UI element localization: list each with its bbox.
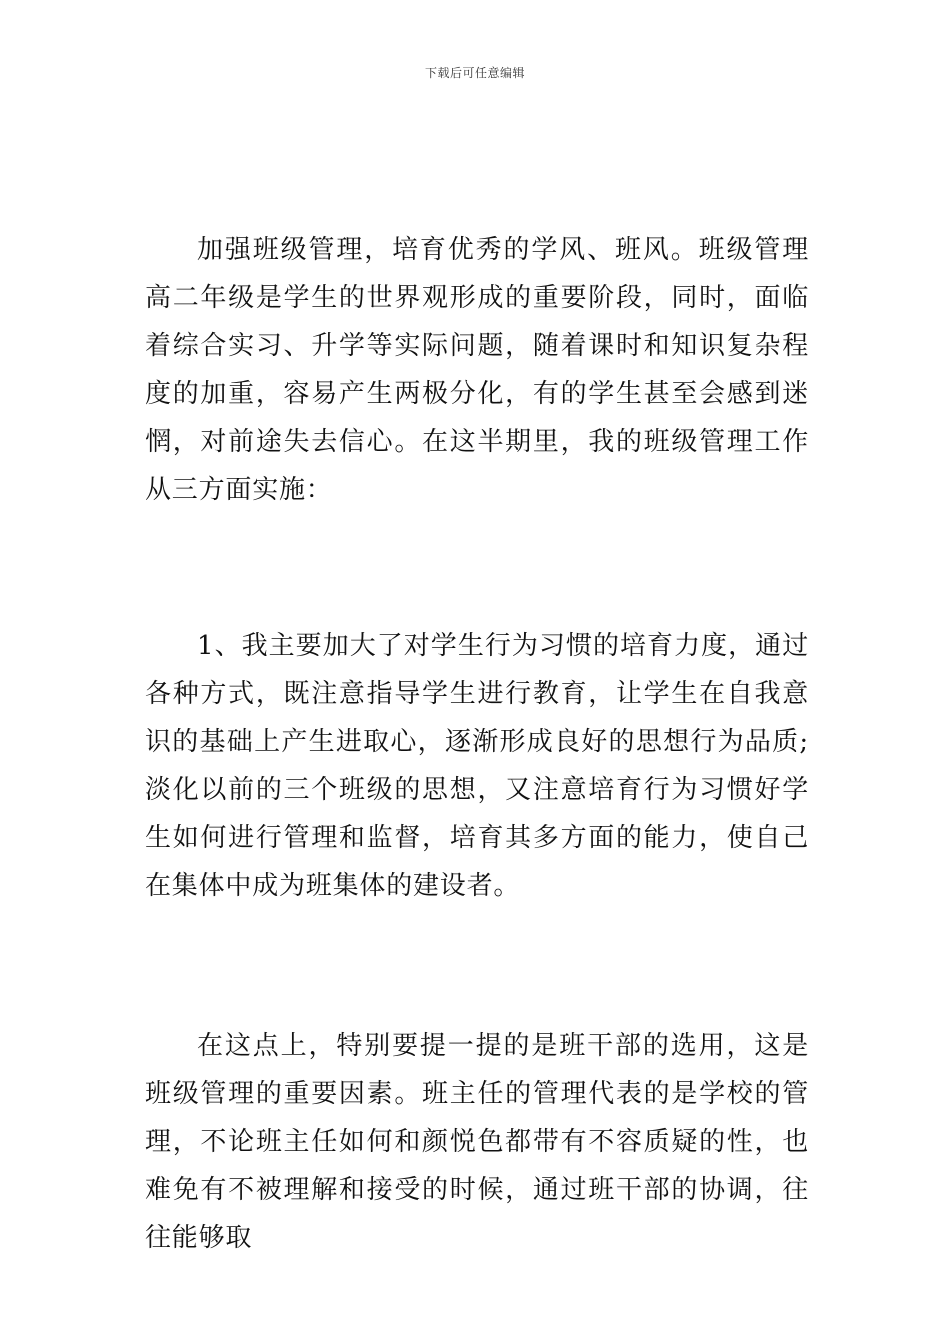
page-header: 下载后可任意编辑: [424, 66, 525, 80]
paragraph-class-management: 加强班级管理，培育优秀的学风、班风。班级管理高二年级是学生的世界观形成的重要阶段，同时，面临着综合实习、升学等实际问题，随着课时和知识复杂程度的加重，容易产生两极分化，有的学生甚至会感到迷惘，对前途失去信心。在这半期里，我的班级管理工作从三方面实施：: [145, 235, 809, 505]
paragraph-class-cadres: 在这点上，特别要提一提的是班干部的选用，这是班级管理的重要因素。班主任的管理代表的是学校的管理，不论班主任如何和颜悦色都带有不容质疑的性，也难免有不被理解和接受的时候，通过班干部的协调，往往能够取: [145, 1031, 809, 1253]
paragraph-behavior-habits: 1、我主要加大了对学生行为习惯的培育力度，通过各种方式，既注意指导学生进行教育，让学生在自我意识的基础上产生进取心，逐渐形成良好的思想行为品质;淡化以前的三个班级的思想，又注意培育行为习惯好学生如何进行管理和监督，培育其多方面的能力，使自己在集体中成为班集体的建设者。: [145, 631, 809, 901]
